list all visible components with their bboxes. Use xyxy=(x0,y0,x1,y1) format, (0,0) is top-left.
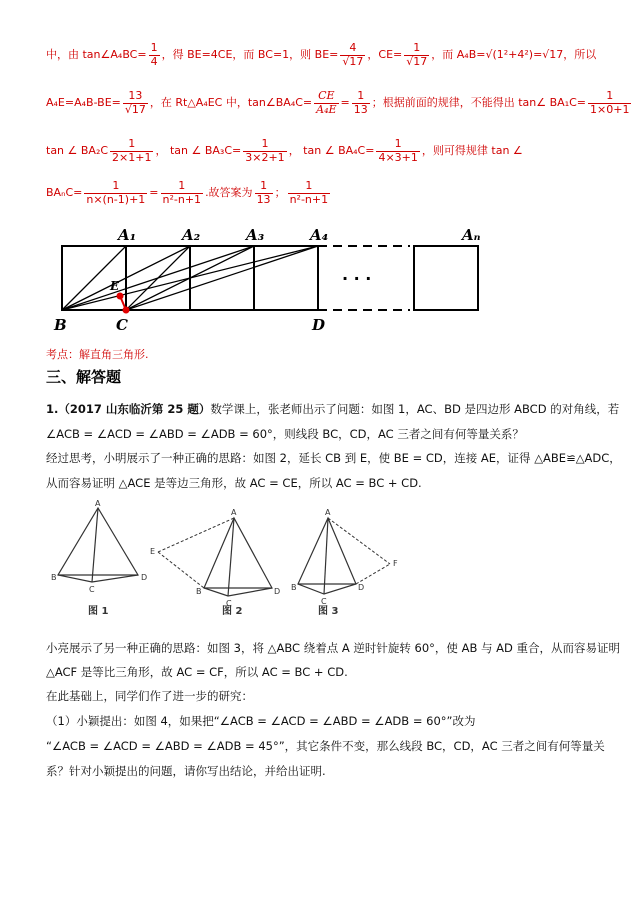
fig1-quad xyxy=(58,508,138,582)
point-C xyxy=(123,307,130,314)
text: = xyxy=(149,186,159,200)
point-E xyxy=(117,293,124,300)
solution-line-2 xyxy=(46,90,633,116)
label-E: E xyxy=(110,279,120,293)
fig3-DF xyxy=(356,564,390,584)
figures-row xyxy=(50,500,600,628)
fraction: $\frac{1}{3\times 2+1}$ xyxy=(245,137,285,164)
problem-line-10: 系？针对小颖提出的问题，请你写出结论，并给出证明. xyxy=(46,764,326,778)
problem-line-4: 从而容易证明 △ACE 是等边三角形，故 AC = CE，所以 AC = BC + CD. xyxy=(46,476,422,490)
fig1-AC xyxy=(92,508,98,582)
fig3-AC xyxy=(324,518,328,594)
fig1-label-D: D xyxy=(141,573,148,582)
problem-number: 1. xyxy=(46,402,59,416)
fig3-label-A: A xyxy=(325,508,331,517)
figure-1 xyxy=(51,500,147,617)
square-chain-figure xyxy=(40,222,600,340)
text: ， tan ∠ BA₃C= xyxy=(155,144,242,158)
fraction: $\frac{1}{13}$ xyxy=(353,89,368,116)
problem-line-3: 经过思考，小明展示了一种正确的思路：如图 2，延长 CB 到 E，使 BE = CD，连接 AE，证得 △ABE≌△ADC， xyxy=(46,451,621,465)
text: ； xyxy=(274,186,286,200)
text: ，则可得规律 tan ∠ xyxy=(421,144,523,158)
problem-line-1 xyxy=(46,401,619,417)
text: A₄E=A₄B-BE= xyxy=(46,96,121,110)
fig2-EB xyxy=(158,552,204,588)
fig1-label-A: A xyxy=(95,500,101,508)
problem-line-8: （1）小颖提出：如图 4，如果把“∠ACB = ∠ACD = ∠ABD = ∠ADB = 60°”改为 xyxy=(46,714,476,728)
text: ，CE= xyxy=(367,48,403,62)
fraction: $\frac{1}{\text{n²-n+1}}$ xyxy=(289,179,329,206)
fraction: $\frac{CE}{\text{A₄E}}$ xyxy=(316,89,337,116)
line-C-A4 xyxy=(126,246,318,310)
text: ，得 BE=4CE，而 BC=1，则 BE= xyxy=(161,48,339,62)
fig2-AE xyxy=(158,518,234,552)
text: 数学课上，张老师出示了问题：如图 1，AC、BD 是四边形 ABCD 的对角线，若 xyxy=(210,402,620,416)
fraction: $\frac{1}{n\times(n-1)+1}$ xyxy=(86,179,146,206)
label-An: Aₙ xyxy=(462,226,481,244)
fig3-caption: 图 3 xyxy=(318,606,339,617)
fraction: $\frac{1}{1\times 0+1}$ xyxy=(590,89,630,116)
fraction: $\frac{13}{√17}$ xyxy=(124,89,146,116)
square-n xyxy=(414,246,478,310)
fraction: $\frac{1}{4\times 3+1}$ xyxy=(378,137,418,164)
problem-source: （2017 山东临沂第 25 题） xyxy=(58,402,211,416)
ellipsis: · · · xyxy=(342,269,372,288)
label-A2: A₂ xyxy=(182,226,201,244)
label-D: D xyxy=(312,316,326,334)
solution-line-3 xyxy=(46,138,523,164)
figure-2 xyxy=(150,508,280,617)
fig3-label-D: D xyxy=(358,583,365,592)
fig2-quad xyxy=(204,518,272,596)
text: ，而 A₄B=√(1²+4²)=√17，所以 xyxy=(431,48,597,62)
problem-line-6: △ACF 是等比三角形，故 AC = CF，所以 AC = BC + CD. xyxy=(46,665,348,679)
fraction: $\frac{1}{\text{n²-n+1}}$ xyxy=(162,179,202,206)
fig2-label-B: B xyxy=(196,587,202,596)
problem-line-9: “∠ACB = ∠ACD = ∠ABD = ∠ADB = 45°”，其它条件不变，那么线段 BC，CD，AC 三者之间有何等量关 xyxy=(46,739,605,753)
fig2-label-E: E xyxy=(150,547,156,556)
fig2-label-A: A xyxy=(231,508,237,517)
text: ， tan ∠ BA₄C= xyxy=(288,144,375,158)
label-A1: A₁ xyxy=(118,226,137,244)
fraction: $\frac{1}{13}$ xyxy=(256,179,271,206)
text: BAₙC= xyxy=(46,186,83,200)
label-B: B xyxy=(54,316,67,334)
text: ；根据前面的规律，不能得出 tan∠ BA₁C= xyxy=(371,96,587,110)
line-C-A2 xyxy=(126,246,190,310)
problem-line-7: 在此基础上，同学们作了进一步的研究： xyxy=(46,689,253,703)
fraction: $\frac{1}{√17}$ xyxy=(406,41,428,68)
line-B-A1 xyxy=(62,246,126,310)
solution-line-4 xyxy=(46,180,332,206)
text: ，在 Rt△A₄EC 中，tan∠BA₄C= xyxy=(149,96,313,110)
text: .故答案为 xyxy=(205,186,253,200)
fig3-label-F: F xyxy=(393,559,398,568)
text: tan ∠ BA₂C xyxy=(46,144,109,158)
label-A4: A₄ xyxy=(310,226,329,244)
fig2-caption: 图 2 xyxy=(222,606,243,617)
kaodian: 考点：解直角三角形. xyxy=(46,348,149,361)
solution-line-1 xyxy=(46,42,596,68)
fig2-label-C: C xyxy=(226,599,232,608)
fig1-caption: 图 1 xyxy=(88,606,109,617)
label-A3: A₃ xyxy=(246,226,265,244)
fraction: $\frac{1}{4}$ xyxy=(150,41,158,68)
fraction: $\frac{1}{2\times 1+1}$ xyxy=(112,137,152,164)
fraction: $\frac{4}{√17}$ xyxy=(342,41,364,68)
fig3-label-C: C xyxy=(321,597,327,606)
problem-line-2: ∠ACB = ∠ACD = ∠ABD = ∠ADB = 60°，则线段 BC，CD，AC 三者之间有何等量关系？ xyxy=(46,427,524,441)
problem-line-5: 小亮展示了另一种正确的思路：如图 3，将 △ABC 绕着点 A 逆时针旋转 60°，使 AB 与 AD 重合，从而容易证明 xyxy=(46,641,621,655)
figure-3 xyxy=(291,508,398,617)
section-title: 三、解答题 xyxy=(46,368,122,386)
fig3-label-B: B xyxy=(291,583,297,592)
text: = xyxy=(340,96,350,110)
label-C: C xyxy=(116,316,128,334)
fig1-label-B: B xyxy=(51,573,57,582)
fig1-label-C: C xyxy=(89,585,95,594)
text: 中，由 tan∠A₄BC= xyxy=(46,48,147,62)
fig2-label-D: D xyxy=(274,587,281,596)
